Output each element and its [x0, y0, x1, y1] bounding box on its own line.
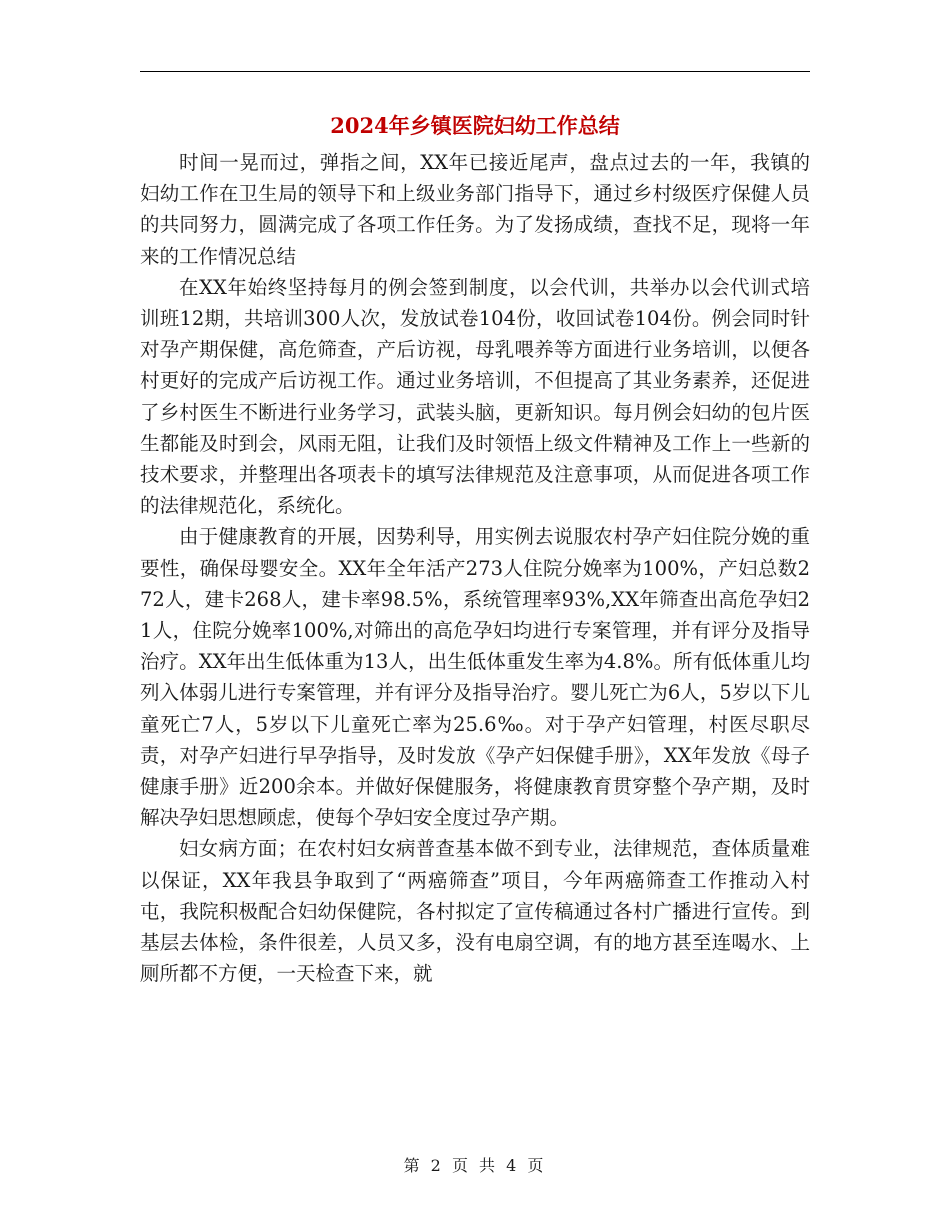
paragraph-maternal-health: 由于健康教育的开展，因势利导，用实例去说服农村孕产妇住院分娩的重要性，确保母婴安全。XX年全年活产273人住院分娩率为100%，产妇总数272人，建卡268人，建卡率98.5%，系统管理率93%,XX年筛查出高危孕妇21人，住院分娩率100%,对筛出的高危孕妇均进行专案管理，并有评分及指导治疗。XX年出生低体重为13人，出生低体重发生率为4.8%。所有低体重儿均列入体弱儿进行专案管理，并有评分及指导治疗。婴儿死亡为6人，5岁以下儿童死亡7人，5岁以下儿童死亡率为25.6‰。对于孕产妇管理，村医尽职尽责，对孕产妇进行早孕指导，及时发放《孕产妇保健手册》，XX年发放《母子健康手册》近200余本。并做好保健服务，将健康教育贯穿整个孕产期，及时解决孕妇思想顾虑，使每个孕妇安全度过孕产期。 — [140, 525, 810, 830]
paragraph-womens-disease: 妇女病方面；在农村妇女病普查基本做不到专业，法律规范，查体质量难以保证，XX年我县争取到了“两癌筛查”项目，今年两癌筛查工作推动入村屯，我院积极配合妇幼保健院，各村拟定了宣传稿通过各村广播进行宣传。到基层去体检，条件很差，人员又多，没有电扇空调，有的地方甚至连喝水、上厕所都不方便，一天检查下来，就 — [140, 837, 810, 986]
document-body — [140, 147, 810, 989]
paragraph-training: 在XX年始终坚持每月的例会签到制度，以会代训，共举办以会代训式培训班12期，共培训300人次，发放试卷104份，收回试卷104份。例会同时针对孕产期保健，高危筛查，产后访视，母乳喂养等方面进行业务培训，以便各村更好的完成产后访视工作。通过业务培训，不但提高了其业务素养，还促进了乡村医生不断进行业务学习，武装头脑，更新知识。每月例会妇幼的包片医生都能及时到会，风雨无阻，让我们及时领悟上级文件精神及工作上一些新的技术要求，并整理出各项表卡的填写法律规范及注意事项，从而促进各项工作的法律规范化，系统化。 — [140, 275, 810, 518]
header-rule — [140, 71, 810, 72]
paragraph-intro: 时间一晃而过，弹指之间，XX年已接近尾声，盘点过去的一年，我镇的妇幼工作在卫生局的领导下和上级业务部门指导下，通过乡村级医疗保健人员的共同努力，圆满完成了各项工作任务。为了发扬成绩，查找不足，现将一年来的工作情况总结 — [140, 151, 810, 268]
page-footer: 第 2 页 共 4 页 — [403, 1156, 547, 1175]
document-title: 2024年乡镇医院妇幼工作总结 — [330, 113, 620, 138]
